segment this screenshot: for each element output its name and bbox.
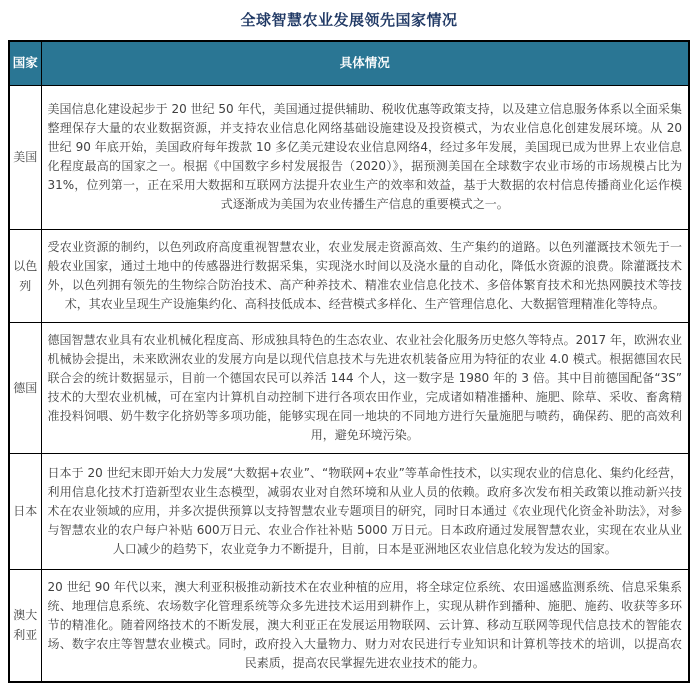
table-row bbox=[9, 85, 689, 229]
table-row bbox=[9, 229, 689, 322]
header-row bbox=[9, 41, 689, 85]
table-header bbox=[9, 41, 689, 85]
leading-countries-table bbox=[8, 40, 690, 683]
country-name-usa: 美国 bbox=[9, 85, 41, 229]
country-details-usa: 美国信息化建设起步于 20 世纪 50 年代，美国通过提供辅助、税收优惠等政策支持，以及建立信息服务体系以全面采集整理保存大量的农业数据资源，并支持农业信息化网络基础设施建设及投资模式，为农业信息化创建发展环境。从 20 世纪 90 年底开始，美国政府每年拨款 10 多亿美元建设农业信息网络4，经过多年发展，美国现已成为世界上农业信息化程度最高的国家之一。根据《中国数字乡村发展报告（2020）》，据预测美国在全球数字农业市场的市场规模占比为 31%，位列第一，正在采用大数据和互联网方法提升农业生产的效率和效益，基于大数据的农村信息传播商业化运作模式逐渐成为美国为农业传播生产信息的重要模式之一。 bbox=[41, 85, 689, 229]
country-details-australia: 20 世纪 90 年代以来，澳大利亚积极推动新技术在农业种植的应用，将全球定位系统、农田遥感监测系统、信息采集系统、地理信息系统、农场数字化管理系统等众多先进技术运用到耕作上，实现从耕作到播种、施肥、施药、收获等多环节的精准化。随着网络技术的不断发展，澳大利亚正在发展运用物联网、云计算、移动互联网等现代信息技术的智能农场、数字农庄等智慧农业模式。同时，政府投入大量物力、财力对农民进行专业知识和计算机等技术的培训，以提高农民素质，提高农民掌握先进农业技术的能力。 bbox=[41, 569, 689, 682]
table-row bbox=[9, 569, 689, 682]
country-details-israel: 受农业资源的制约，以色列政府高度重视智慧农业，农业发展走资源高效、生产集约的道路。以色列灌溉技术领先于一般农业国家，通过土地中的传感器进行数据采集，实现浇水时间以及浇水量的自动化，降低水资源的浪费。除灌溉技术外，以色列拥有领先的生物综合防治技术、高产种养技术、精准农业信息化技术、多倍体繁育技术和光热网膜技术等技术，其农业呈现生产设施集约化、高科技低成本、经营模式多样化、生产管理信息化、大数据管理精准化等特点。 bbox=[41, 229, 689, 322]
table-row bbox=[9, 322, 689, 453]
table-row bbox=[9, 453, 689, 569]
country-name-japan: 日本 bbox=[9, 453, 41, 569]
country-details-germany: 德国智慧农业具有农业机械化程度高、形成独具特色的生态农业、农业社会化服务历史悠久等特点。2017 年，欧洲农业机械协会提出，未来欧洲农业的发展方向是以现代信息技术与先进农机装备应用为特征的农业 4.0 模式。根据德国农民联合会的统计数据显示，目前一个德国农民可以养活 144 个人，这一数字是 1980 年的 3 倍。其中目前德国配备“3S”技术的大型农业机械，可在室内计算机自动控制下进行各项农田作业，完成诸如精准播种、施肥、除草、采收、畜禽精准投料饲喂、奶牛数字化挤奶等多项功能，能够实现在同一地块的不同地方进行矢量施肥与喷药，确保药、肥的高效利用，避免环境污染。 bbox=[41, 322, 689, 453]
country-name-israel: 以色列 bbox=[9, 229, 41, 322]
country-name-australia: 澳大利亚 bbox=[9, 569, 41, 682]
header-country: 国家 bbox=[9, 41, 41, 85]
header-details: 具体情况 bbox=[41, 41, 689, 85]
page-title: 全球智慧农业发展领先国家情况 bbox=[240, 11, 458, 29]
country-details-japan: 日本于 20 世纪末即开始大力发展“大数据+农业”、“物联网+农业”等革命性技术，以实现农业的信息化、集约化经营，利用信息化技术打造新型农业生态模型，减弱农业对自然环境和从业人员的依赖。政府多次发布相关政策以推动新兴技术在农业领域的应用，并多次提供预算以支持智慧农业专题项目的研究，同时日本通过《农业现代化资金补助法》，对参与智慧农业的农户每户补贴 600万日元、农业合作社补贴 5000 万日元。日本政府通过发展智慧农业，实现在农业从业人口减少的趋势下，农业竞争力不断提升，目前，日本是亚洲地区农业信息化较为发达的国家。 bbox=[41, 453, 689, 569]
country-name-germany: 德国 bbox=[9, 322, 41, 453]
